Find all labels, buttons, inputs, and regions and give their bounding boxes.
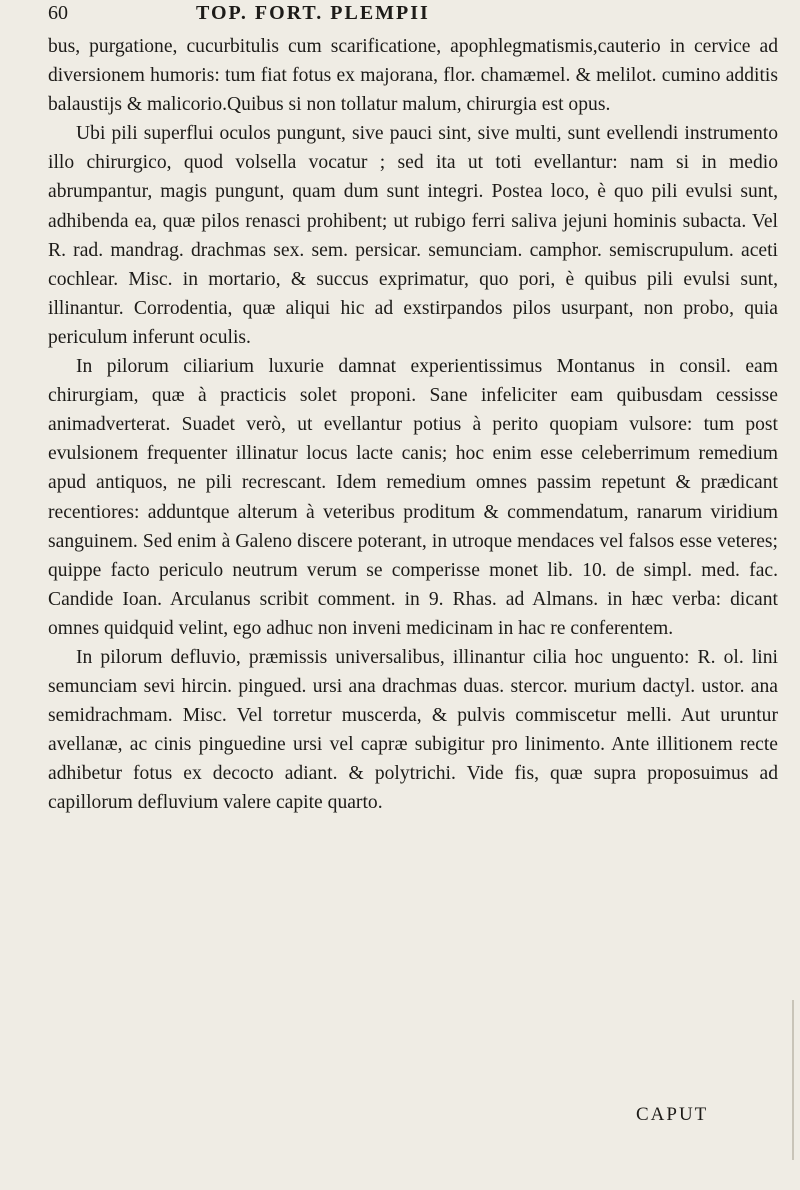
paragraph-ciliary-luxuriance: In pilorum ciliarium luxurie damnat experientissimus Montanus in consil. eam chirurgiam, quæ à practicis solet proponi. Sane infeliciter eam quibusdam cessisse animadverterat. Suadet verò, ut evellantur potius à perito quopiam vulsore: tum post evulsionem frequenter illinatur locus lacte canis; hoc enim esse celeberrimum remedium apud antiquos, ne pili recrescant. Idem remedium omnes passim repetunt & prædicant recentiores: adduntque alterum à veteribus proditum & commendatum, ranarum viridium sanguinem. Sed enim à Galeno discere poterant, in utroque mendaces vel falsos esse veteres; quippe facto periculo neutrum verum se comperisse monet lib. 10. de simpl. med. fac. Candide Ioan. Arculanus scribit comment. in 9. Rhas. ad Almans. in hæc verba: dicant omnes quidquid velint, ego adhuc non inveni medicinam in hac re conferentem. bbox=[48, 356, 778, 639]
paragraph-continuation: bus, purgatione, cucurbitulis cum scarificatione, apophlegmatismis,cauterio in cervice ad diversionem humoris: tum fiat fotus ex majorana, flor. chamæmel. & melilot. cumino additis balaustijs & malicorio.Quibus si non tollatur malum, chirurgia est opus. bbox=[48, 36, 778, 116]
paragraph-eyelash-loss: In pilorum defluvio, præmissis universalibus, illinantur cilia hoc unguento: R. ol. lini semunciam sevi hircin. pingued. ursi ana drachmas duas. stercor. murium dactyl. ustor. ana semidrachmam. Misc. Vel torretur muscerda, & pulvis commiscetur melli. Aut uruntur avellanæ, ac cinis pinguedine ursi vel capræ subigitur pro linimento. Ante illitionem recte adhibetur fotus ex decocto adiant. & polytrichi. Vide fis, quæ supra proposuimus ad capillorum defluvium valere capite quarto. bbox=[48, 646, 778, 814]
running-head: TOP. FORT. PLEMPII bbox=[196, 2, 430, 24]
catchword: CAPUT bbox=[636, 1104, 709, 1125]
paragraph-eyelash-removal: Ubi pili superflui oculos pungunt, sive pauci sint, sive multi, sunt evellendi instrumento illo chirurgico, quod volsella vocatur ; sed ita ut toti evellantur: nam si in medio abrumpantur, magis pungunt, quam dum sunt integri. Postea loco, è quo pili evulsi sunt, adhibenda ea, quæ pilos renasci prohibent; ut rubigo ferri saliva jejuni hominis subacta. Vel R. rad. mandrag. drachmas sex. sem. persicar. semunciam. camphor. semiscrupulum. aceti cochlear. Misc. in mortario, & succus exprimatur, quo pori, è quibus pili evulsi sunt, illinantur. Corrodentia, quæ aliqui hic ad exstirpandos pilos usurpant, non probo, quia periculum inferunt oculis. bbox=[48, 123, 778, 348]
page-header bbox=[48, 0, 778, 28]
body-text bbox=[48, 32, 778, 818]
page-number: 60 bbox=[48, 2, 68, 24]
page-edge-shadow bbox=[792, 1000, 794, 1160]
